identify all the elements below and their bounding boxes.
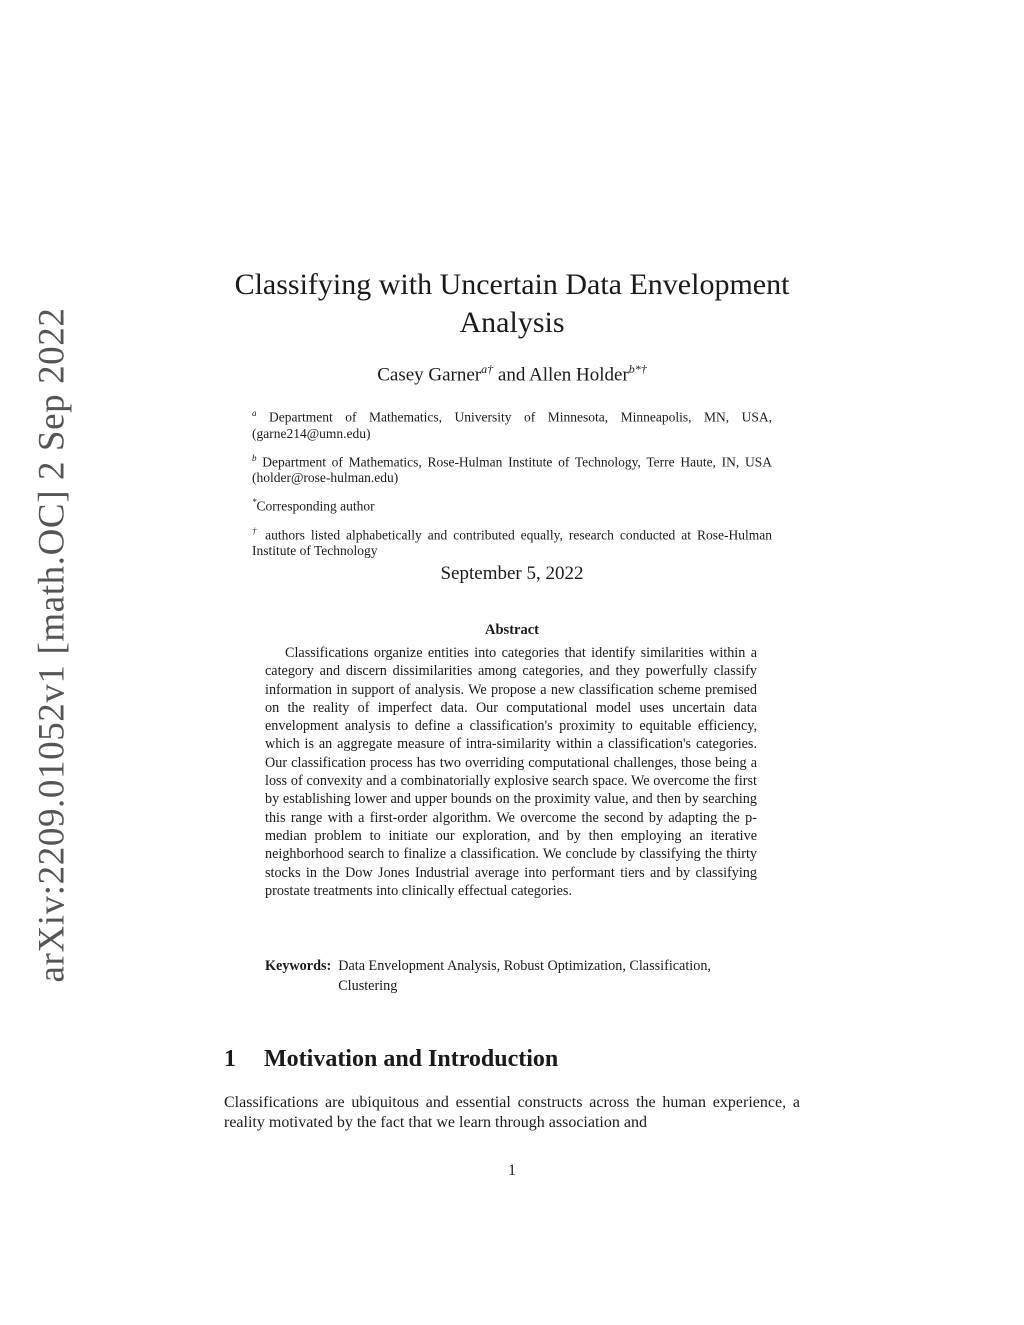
affiliation-mark: b [252,452,257,463]
author-marks: a† [481,362,494,376]
paper-date: September 5, 2022 [440,563,584,584]
section-title: Motivation and Introduction [264,1046,559,1072]
affiliation-text: Department of Mathematics, University of Minnesota, Minneapolis, MN, USA, (garne214@umn.edu) [252,409,772,441]
affiliation-text: Corresponding author [256,498,375,514]
author-name: Allen Holder [529,364,629,386]
affiliation-item [252,494,772,515]
abstract-heading: Abstract [485,622,539,638]
author-marks: b*† [628,362,647,376]
affiliation-mark: † [252,525,260,536]
affiliations [252,405,772,567]
section-heading [224,1046,824,1073]
affiliation-text: Department of Mathematics, Rose-Hulman Institute of Technology, Terre Haute, IN, USA (holder@rose-hulman.edu) [252,454,772,485]
affiliation-text: authors listed alphabetically and contributed equally, research conducted at Rose-Hulman Institute of Technology [252,527,772,558]
affiliation-item [252,450,772,487]
keywords-label: Keywords: [265,958,332,974]
affiliation-item [252,405,772,442]
abstract-text: Classifications organize entities into categories that identify similarities within a category and discern dissimilarities among categories, and they powerfully classify information in support of analysis. We propose a new classification scheme premised on the reality of imperfect data. Our computational model uses uncertain data envelopment analysis to define a classification's proximity to equitable efficiency, which is an aggregate measure of intra-similarity within a classification's categories. Our classification process has two overriding computational challenges, those being a loss of convexity and a combinatorially explosive search space. We overcome the first by establishing lower and upper bounds on the proximity value, and then by searching this range with a first-order algorithm. We overcome the second by adapting the p-median problem to initiate our exploration, and by then employing an iterative neighborhood search to finalize a classification. We conclude by classifying the thirty stocks in the Dow Jones Industrial average into performant tiers and by classifying prostate treatments into clinically effectual categories. [265,645,757,899]
affiliation-item [252,523,772,560]
keywords-block [265,956,757,996]
page-number: 1 [508,1162,516,1179]
author-line [200,362,824,386]
author-name: Casey Garner [377,364,482,386]
affiliation-mark: * [252,497,257,507]
arxiv-identifier: arXiv:2209.01052v1 [math.OC] 2 Sep 2022 [31,307,73,983]
section-number: 1 [224,1046,236,1072]
affiliation-mark: a [252,408,257,418]
paper-title: Classifying with Uncertain Data Envelopment Analysis [234,268,790,339]
section-body-text: Classifications are ubiquitous and essential constructs across the human experience, a reality motivated by the fact that we learn through association and [224,1094,800,1131]
keywords-text: Data Envelopment Analysis, Robust Optimization, Classification, Clustering [338,958,711,994]
authors-joiner: and [497,364,526,386]
